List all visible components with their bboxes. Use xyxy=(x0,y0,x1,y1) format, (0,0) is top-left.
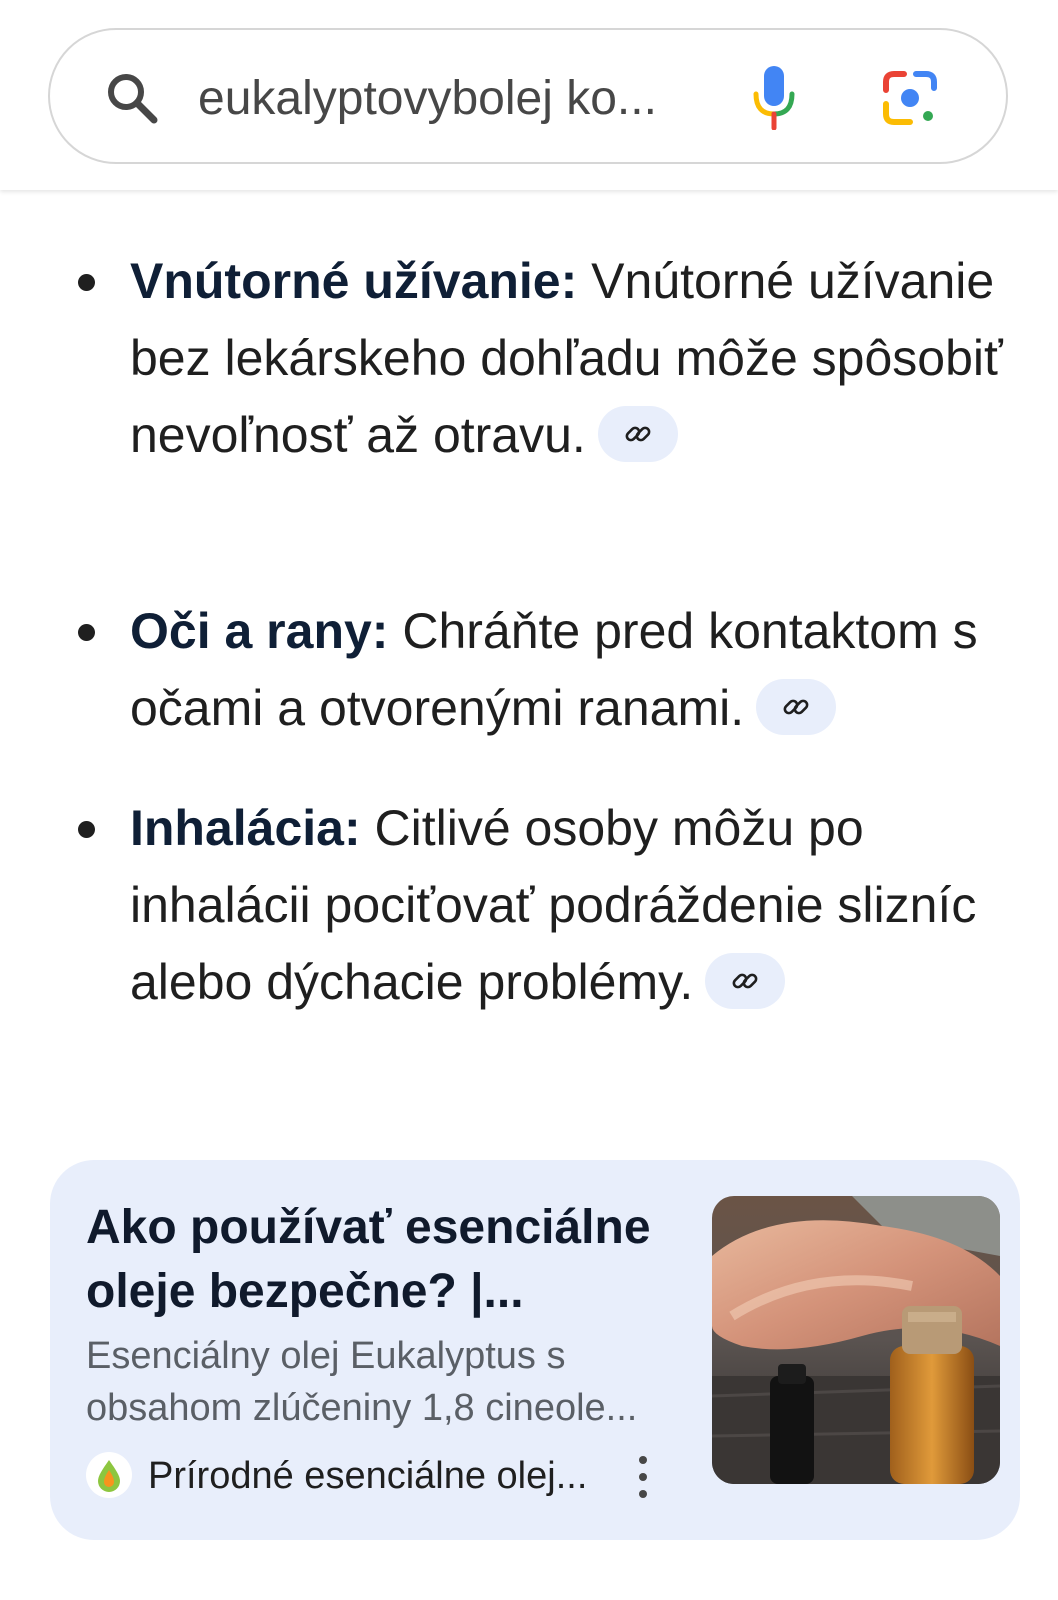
bullet-dot xyxy=(78,624,95,641)
bullet-text: Vnútorné užívanie bez lekárskeho dohľadu môže spôsobiť nevoľnosť až otravu. xyxy=(130,253,1003,463)
more-options-icon[interactable] xyxy=(628,1450,658,1504)
source-link-chip[interactable] xyxy=(756,679,836,735)
card-snippet: Esenciálny olej Eukalyptus s obsahom zlúčeniny 1,8 cineole... xyxy=(86,1335,638,1429)
list-item xyxy=(130,243,1010,474)
mic-icon[interactable] xyxy=(750,64,798,130)
card-source[interactable] xyxy=(86,1446,686,1506)
source-favicon-icon xyxy=(86,1452,132,1498)
card-thumbnail[interactable] xyxy=(712,1196,1000,1484)
essential-oil-photo-icon xyxy=(712,1196,1000,1484)
bullet-dot xyxy=(78,821,95,838)
source-link-chip[interactable] xyxy=(705,953,785,1009)
search-input[interactable] xyxy=(198,60,718,136)
list-item xyxy=(130,593,1010,747)
source-link-chip[interactable] xyxy=(598,406,678,462)
card-title[interactable]: Ako používať esenciálne oleje bezpečne? |... xyxy=(86,1201,651,1318)
bullet-text: Chráňte pred kontaktom s očami a otvorenými ranami. xyxy=(130,603,978,736)
bullet-term: Oči a rany: xyxy=(130,603,389,659)
search-bar[interactable] xyxy=(48,28,1008,164)
source-name: Prírodné esenciálne olej... xyxy=(148,1455,588,1497)
bullet-term: Vnútorné užívanie: xyxy=(130,253,578,309)
link-icon xyxy=(623,419,653,449)
bullet-term: Inhalácia: xyxy=(130,800,361,856)
bullet-dot xyxy=(78,274,95,291)
bullet-text: Citlivé osoby môžu po inhalácii pociťovať podráždenie slizníc alebo dýchacie problémy. xyxy=(130,800,977,1010)
list-item xyxy=(130,790,1010,1021)
google-lens-icon[interactable] xyxy=(880,68,940,128)
search-header xyxy=(0,0,1058,190)
link-icon xyxy=(730,966,760,996)
result-card[interactable] xyxy=(50,1160,1020,1540)
link-icon xyxy=(781,692,811,722)
search-icon[interactable] xyxy=(102,68,162,128)
